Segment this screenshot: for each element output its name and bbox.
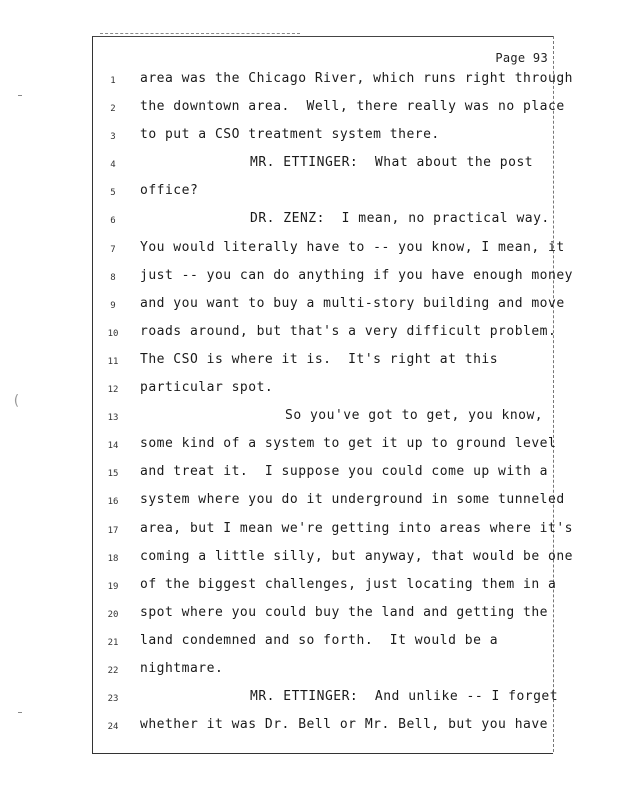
transcript-line bbox=[100, 98, 565, 126]
line-text: particular spot. bbox=[140, 380, 274, 396]
line-text: DR. ZENZ: I mean, no practical way. bbox=[250, 211, 550, 227]
line-number: 23 bbox=[107, 694, 119, 705]
line-text: system where you do it underground in some tunneled bbox=[140, 492, 565, 508]
transcript-line bbox=[100, 379, 552, 407]
margin-bracket-mark: ( bbox=[12, 393, 21, 409]
transcript-line bbox=[100, 126, 552, 154]
line-text: nightmare. bbox=[140, 660, 224, 676]
line-text: MR. ETTINGER: What about the post bbox=[250, 155, 534, 171]
line-text: the downtown area. Well, there really was no place bbox=[140, 99, 565, 115]
transcript-line bbox=[100, 576, 557, 604]
line-number: 20 bbox=[107, 609, 119, 620]
line-text: and treat it. I suppose you could come up with a bbox=[140, 464, 549, 480]
line-text: area, but I mean we're getting into areas where it's bbox=[140, 520, 573, 536]
line-number: 16 bbox=[107, 497, 119, 508]
line-number: 18 bbox=[107, 553, 119, 564]
transcript-line bbox=[100, 323, 557, 351]
page-top-edge bbox=[100, 33, 300, 36]
line-text: land condemned and so forth. It would be a bbox=[140, 632, 499, 648]
line-number: 4 bbox=[110, 160, 116, 171]
transcript-line bbox=[100, 351, 552, 379]
line-text: The CSO is where it is. It's right at this bbox=[140, 351, 499, 367]
transcript-line bbox=[100, 491, 565, 519]
line-number: 21 bbox=[107, 637, 119, 648]
line-number: 10 bbox=[107, 328, 119, 339]
page-right-edge bbox=[553, 36, 556, 752]
transcript-line bbox=[100, 604, 552, 632]
line-number: 9 bbox=[110, 300, 116, 311]
transcript-line bbox=[100, 70, 573, 98]
transcript-line bbox=[100, 210, 552, 238]
margin-dash-mark bbox=[18, 712, 22, 713]
transcript-line bbox=[100, 548, 573, 576]
transcript-line bbox=[100, 295, 565, 323]
line-number: 13 bbox=[107, 413, 119, 424]
transcript-line bbox=[100, 154, 552, 182]
line-text: area was the Chicago River, which runs right through bbox=[140, 71, 573, 86]
line-number: 22 bbox=[107, 665, 119, 676]
line-text: So you've got to get, you know, bbox=[285, 408, 544, 424]
line-number: 14 bbox=[107, 441, 119, 452]
line-number: 15 bbox=[107, 469, 119, 480]
line-number: 7 bbox=[110, 244, 116, 255]
line-text: whether it was Dr. Bell or Mr. Bell, but you have bbox=[140, 717, 549, 733]
transcript-line bbox=[100, 435, 557, 463]
margin-dash-mark bbox=[18, 95, 22, 96]
line-text: just -- you can do anything if you have enough money bbox=[140, 267, 573, 283]
line-number: 11 bbox=[107, 356, 119, 367]
line-number: 24 bbox=[107, 722, 119, 733]
line-text: and you want to buy a multi-story building and move bbox=[140, 295, 565, 311]
transcript-line bbox=[100, 407, 552, 435]
line-text: coming a little silly, but anyway, that would be one bbox=[140, 548, 573, 564]
transcript-line bbox=[100, 463, 552, 491]
line-number: 2 bbox=[110, 104, 116, 115]
transcript-line bbox=[100, 239, 565, 267]
transcript-line bbox=[100, 688, 559, 716]
line-number: 8 bbox=[110, 272, 116, 283]
line-text: roads around, but that's a very difficult problem. bbox=[140, 323, 557, 339]
page-number: Page 93 bbox=[495, 51, 548, 65]
line-number: 17 bbox=[107, 525, 119, 536]
line-text: office? bbox=[140, 183, 199, 199]
line-text: MR. ETTINGER: And unlike -- I forget bbox=[250, 689, 559, 705]
line-number: 5 bbox=[110, 188, 116, 199]
line-text: some kind of a system to get it up to ground level bbox=[140, 436, 557, 452]
line-text: spot where you could buy the land and getting the bbox=[140, 604, 549, 620]
line-number: 1 bbox=[110, 76, 116, 86]
line-number: 12 bbox=[107, 385, 119, 396]
transcript-line bbox=[100, 520, 573, 548]
transcript-line bbox=[100, 632, 552, 660]
line-number: 6 bbox=[110, 216, 116, 227]
line-number: 3 bbox=[110, 132, 116, 143]
transcript-line bbox=[100, 716, 552, 744]
line-text: of the biggest challenges, just locating them in a bbox=[140, 576, 557, 592]
line-text: You would literally have to -- you know, I mean, it bbox=[140, 239, 565, 255]
transcript-line bbox=[100, 660, 552, 688]
line-number: 19 bbox=[107, 581, 119, 592]
line-text: to put a CSO treatment system there. bbox=[140, 127, 440, 143]
transcript-body bbox=[100, 70, 573, 744]
transcript-line bbox=[100, 267, 573, 295]
transcript-line bbox=[100, 182, 552, 210]
